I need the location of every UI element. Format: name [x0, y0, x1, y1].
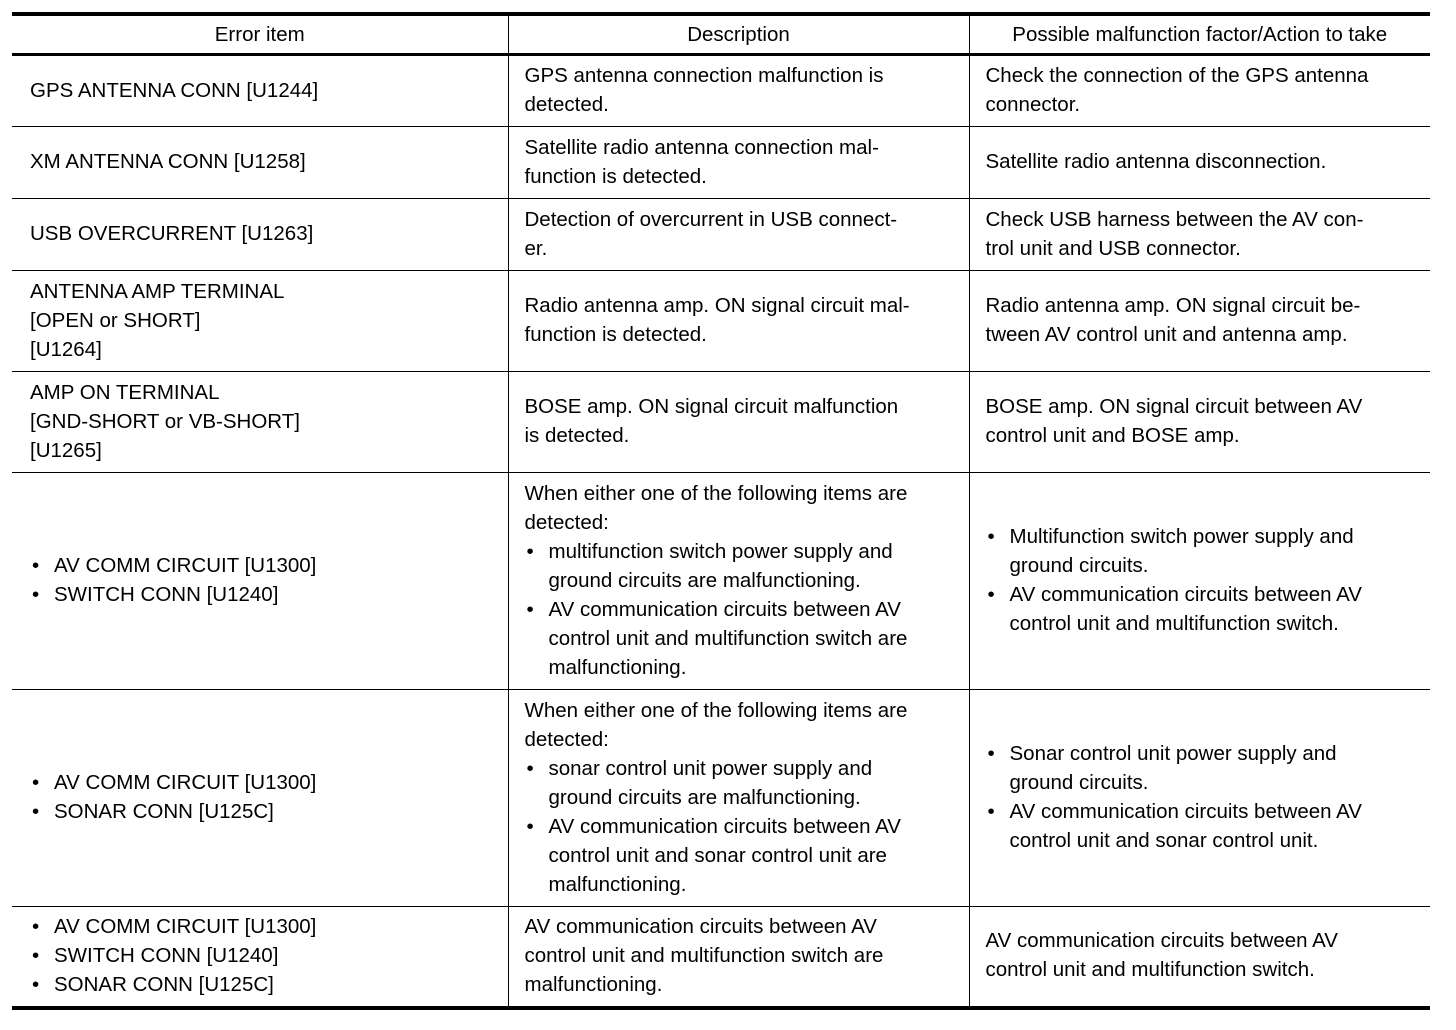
- table-row: [12, 473, 1430, 690]
- action-bullet-line: • AV communication circuits between AV: [1009, 800, 1362, 823]
- description-text: er.: [524, 236, 548, 260]
- description-cell: [508, 372, 969, 473]
- table-header-row: [12, 14, 1430, 55]
- description-cell: [508, 907, 969, 1008]
- action-bullet: [986, 797, 1423, 855]
- error-item-bullet: • SONAR CONN [U125C]: [30, 797, 500, 826]
- description-cell: [508, 690, 969, 907]
- action-text: Satellite radio antenna disconnection.: [985, 150, 1327, 173]
- error-item-table: [12, 12, 1430, 1010]
- action-text: AV communication circuits between AV: [985, 929, 1338, 953]
- description-cell: [508, 271, 969, 372]
- description-text: Satellite radio antenna connection mal-: [524, 135, 879, 159]
- description-bullet: [525, 754, 961, 812]
- action-bullet-line: • Sonar control unit power supply and: [1009, 742, 1337, 765]
- description-bullet-line: ground circuits are malfunctioning.: [548, 568, 861, 592]
- action-bullet-line: ground circuits.: [1009, 771, 1149, 794]
- error-item-text: [U1265]: [30, 438, 102, 462]
- description-bullet-line: malfunctioning.: [548, 655, 687, 679]
- error-item-text: [GND-SHORT or VB-SHORT]: [30, 409, 300, 433]
- description-bullet: [525, 595, 961, 682]
- description-text: detected.: [524, 93, 609, 116]
- description-list: [525, 754, 961, 899]
- action-list: [986, 739, 1423, 855]
- action-text: Check the connection of the GPS antenna: [985, 64, 1369, 87]
- error-item-cell: [12, 473, 508, 690]
- action-cell: [969, 55, 1430, 127]
- description-text: detected:: [524, 510, 609, 534]
- table-row: [12, 199, 1430, 271]
- description-bullet: [525, 537, 961, 595]
- error-item-cell: [12, 372, 508, 473]
- error-item-list: [30, 768, 500, 826]
- table-row: [12, 271, 1430, 372]
- table-row: [12, 55, 1430, 127]
- error-item-cell: [12, 690, 508, 907]
- action-bullet: [986, 522, 1423, 580]
- action-list: [986, 522, 1423, 638]
- table-row: [12, 907, 1430, 1008]
- action-cell: [969, 372, 1430, 473]
- error-item-text: XM ANTENNA CONN [U1258]: [30, 150, 306, 173]
- action-bullet-line: • AV communication circuits between AV: [1009, 583, 1362, 606]
- description-bullet-line: • AV communication circuits between AV: [548, 597, 901, 621]
- action-text: control unit and BOSE amp.: [985, 424, 1240, 447]
- action-cell: [969, 199, 1430, 271]
- error-item-text: GPS ANTENNA CONN [U1244]: [30, 78, 319, 102]
- action-cell: [969, 271, 1430, 372]
- description-bullet-line: control unit and multifunction switch are: [548, 626, 908, 650]
- action-text: trol unit and USB connector.: [985, 236, 1241, 260]
- description-text: Detection of overcurrent in USB connect-: [524, 207, 898, 231]
- description-cell: [508, 199, 969, 271]
- description-text: Radio antenna amp. ON signal circuit mal-: [524, 294, 910, 317]
- description-list: [525, 537, 961, 682]
- table-row: [12, 372, 1430, 473]
- error-item-cell: [12, 271, 508, 372]
- action-text: BOSE amp. ON signal circuit between AV: [985, 395, 1363, 418]
- description-bullet-line: control unit and sonar control unit are: [548, 843, 887, 867]
- error-item-text: [U1264]: [30, 337, 102, 361]
- description-text: AV communication circuits between AV: [524, 914, 877, 938]
- error-item-bullet: • SWITCH CONN [U1240]: [30, 941, 500, 970]
- description-text: function is detected.: [524, 164, 707, 188]
- error-item-bullet: • AV COMM CIRCUIT [U1300]: [30, 912, 500, 941]
- action-bullet-line: • Multifunction switch power supply and: [1009, 525, 1354, 548]
- description-bullet-line: • sonar control unit power supply and: [548, 756, 873, 780]
- header-description: Description: [508, 14, 969, 55]
- action-bullet: [986, 580, 1423, 638]
- description-cell: [508, 55, 969, 127]
- table-row: [12, 127, 1430, 199]
- description-text: When either one of the following items are: [524, 698, 908, 722]
- error-item-text: AMP ON TERMINAL: [30, 380, 220, 404]
- description-bullet-line: malfunctioning.: [548, 872, 687, 896]
- description-text: control unit and multifunction switch are: [524, 943, 884, 967]
- description-cell: [508, 127, 969, 199]
- error-item-cell: [12, 907, 508, 1008]
- description-text: GPS antenna connection malfunction is: [524, 64, 884, 87]
- error-item-text: [OPEN or SHORT]: [30, 308, 201, 332]
- action-bullet: [986, 739, 1423, 797]
- action-cell: [969, 907, 1430, 1008]
- action-bullet-line: control unit and multifunction switch.: [1009, 612, 1339, 635]
- description-cell: [508, 473, 969, 690]
- action-cell: [969, 127, 1430, 199]
- description-bullet-line: ground circuits are malfunctioning.: [548, 785, 861, 809]
- error-item-bullet: • AV COMM CIRCUIT [U1300]: [30, 551, 500, 580]
- error-item-cell: [12, 127, 508, 199]
- description-bullet-line: • multifunction switch power supply and: [548, 539, 893, 563]
- action-text: Check USB harness between the AV con-: [985, 207, 1364, 231]
- error-item-cell: [12, 199, 508, 271]
- action-bullet-line: control unit and sonar control unit.: [1009, 829, 1319, 852]
- action-text: control unit and multifunction switch.: [985, 958, 1315, 982]
- error-item-text: USB OVERCURRENT [U1263]: [30, 222, 314, 245]
- error-item-bullet: • SWITCH CONN [U1240]: [30, 580, 500, 609]
- header-action: Possible malfunction factor/Action to take: [969, 14, 1430, 55]
- header-error-item: Error item: [12, 14, 508, 55]
- description-text: detected:: [524, 727, 609, 751]
- error-item-bullet: • SONAR CONN [U125C]: [30, 970, 500, 999]
- error-item-list: [30, 912, 500, 999]
- error-item-list: [30, 551, 500, 609]
- action-text: connector.: [985, 93, 1081, 116]
- description-text: is detected.: [524, 424, 630, 447]
- action-text: Radio antenna amp. ON signal circuit be-: [985, 294, 1361, 317]
- description-bullet-line: • AV communication circuits between AV: [548, 814, 901, 838]
- action-text: tween AV control unit and antenna amp.: [985, 323, 1348, 346]
- error-item-text: ANTENNA AMP TERMINAL: [30, 279, 285, 303]
- description-bullet: [525, 812, 961, 899]
- action-cell: [969, 690, 1430, 907]
- description-text: When either one of the following items are: [524, 481, 908, 505]
- description-text: malfunctioning.: [524, 972, 663, 996]
- description-text: BOSE amp. ON signal circuit malfunction: [524, 395, 899, 418]
- table-row: [12, 690, 1430, 907]
- action-bullet-line: ground circuits.: [1009, 554, 1149, 577]
- error-item-cell: [12, 55, 508, 127]
- description-text: function is detected.: [524, 323, 707, 346]
- error-item-bullet: • AV COMM CIRCUIT [U1300]: [30, 768, 500, 797]
- action-cell: [969, 473, 1430, 690]
